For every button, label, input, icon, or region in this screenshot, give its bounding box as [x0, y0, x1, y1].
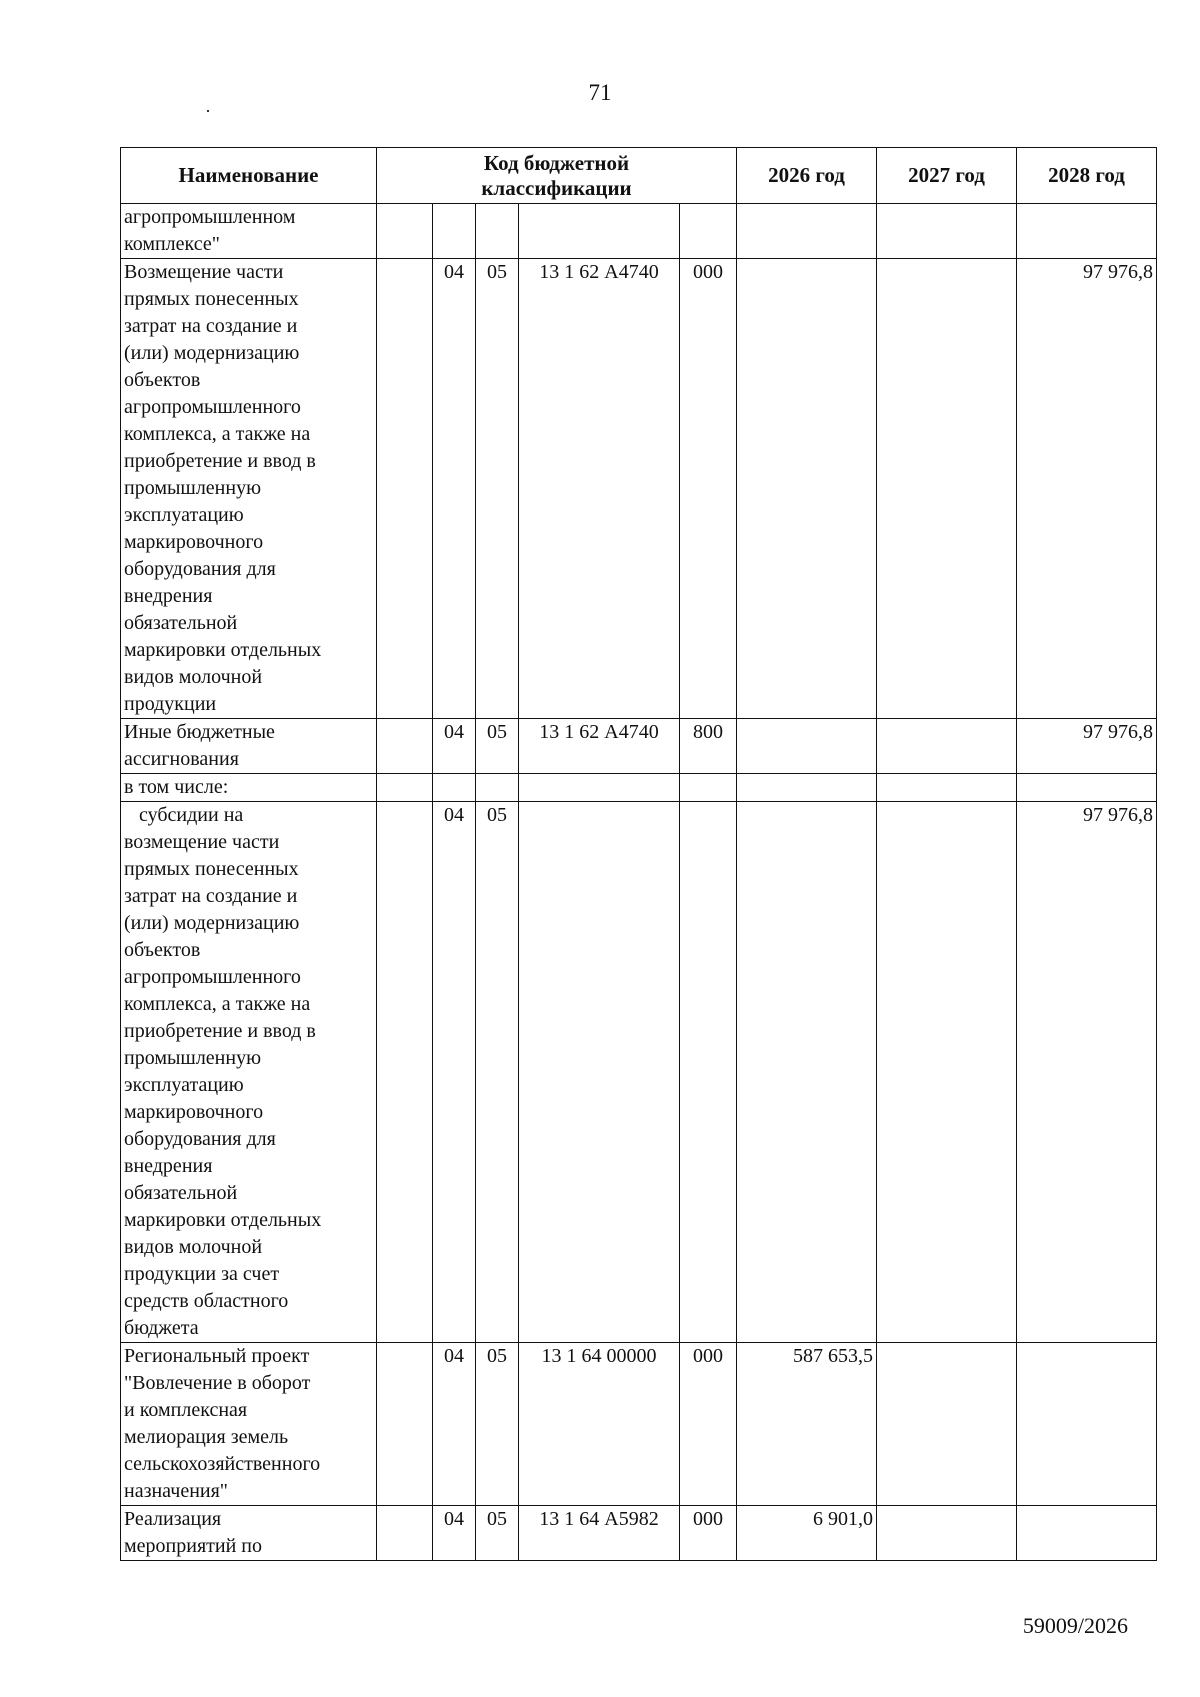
table-row: [121, 774, 1157, 802]
row-value-2028: [1017, 204, 1157, 259]
row-code-section: 04: [433, 802, 476, 1343]
row-code-section: [433, 204, 476, 259]
row-code-section: 04: [433, 259, 476, 719]
row-code-section: 04: [433, 719, 476, 774]
row-value-2028: [1017, 1343, 1157, 1506]
row-code-expense-type: [680, 774, 737, 802]
row-value-2027: [877, 802, 1017, 1343]
header-name: Наименование: [121, 148, 377, 204]
table-row: [121, 204, 1157, 259]
row-code-col1: [377, 1506, 433, 1561]
row-code-col1: [377, 719, 433, 774]
row-name: субсидии на возмещение части прямых понесенных затрат на создание и (или) модернизацию объектов агропромышленного комплекса, а также на приобретение и ввод в промышленную эксплуатацию маркировочного оборудования для внедрения обязательной маркировки отдельных видов молочной продукции за счет средств областного бюджета: [121, 802, 377, 1343]
row-code-col1: [377, 204, 433, 259]
row-value-2027: [877, 774, 1017, 802]
row-code-target: 13 1 62 А4740: [519, 719, 680, 774]
row-value-2028: 97 976,8: [1017, 259, 1157, 719]
budget-table: [120, 147, 1157, 1561]
row-value-2026: [737, 259, 877, 719]
row-value-2026: 587 653,5: [737, 1343, 877, 1506]
row-name: агропромышленном комплексе": [121, 204, 377, 259]
row-code-section: 04: [433, 1506, 476, 1561]
row-value-2027: [877, 259, 1017, 719]
table-header-row: [121, 148, 1157, 204]
row-code-subsection: [476, 204, 519, 259]
page-number: 71: [588, 80, 612, 105]
row-value-2027: [877, 1506, 1017, 1561]
row-name: Иные бюджетные ассигнования: [121, 719, 377, 774]
scan-speck: [207, 110, 209, 112]
header-2026: 2026 год: [737, 148, 877, 204]
row-code-target: 13 1 62 А4740: [519, 259, 680, 719]
row-name: Региональный проект "Вовлечение в оборот и комплексная мелиорация земель сельскохозяйственного назначения": [121, 1343, 377, 1506]
row-code-section: [433, 774, 476, 802]
row-code-expense-type: 800: [680, 719, 737, 774]
row-code-target: [519, 802, 680, 1343]
table-row: [121, 1506, 1157, 1561]
row-code-expense-type: 000: [680, 1506, 737, 1561]
row-code-target: 13 1 64 00000: [519, 1343, 680, 1506]
row-value-2026: [737, 802, 877, 1343]
row-value-2027: [877, 204, 1017, 259]
table-row: [121, 802, 1157, 1343]
header-2028: 2028 год: [1017, 148, 1157, 204]
row-code-expense-type: 000: [680, 1343, 737, 1506]
row-code-target: [519, 774, 680, 802]
row-value-2026: [737, 719, 877, 774]
row-value-2028: 97 976,8: [1017, 719, 1157, 774]
table-row: [121, 1343, 1157, 1506]
row-code-col1: [377, 774, 433, 802]
row-code-subsection: 05: [476, 259, 519, 719]
row-code-subsection: 05: [476, 1343, 519, 1506]
row-value-2026: [737, 204, 877, 259]
row-value-2028: [1017, 1506, 1157, 1561]
row-code-col1: [377, 802, 433, 1343]
table-row: [121, 719, 1157, 774]
row-code-col1: [377, 1343, 433, 1506]
row-code-expense-type: [680, 802, 737, 1343]
row-code-col1: [377, 259, 433, 719]
row-value-2027: [877, 719, 1017, 774]
header-code: Код бюджетной классификации: [377, 148, 737, 204]
row-code-subsection: [476, 774, 519, 802]
table-row: [121, 259, 1157, 719]
row-code-subsection: 05: [476, 1506, 519, 1561]
row-value-2026: [737, 774, 877, 802]
row-code-subsection: 05: [476, 802, 519, 1343]
row-value-2028: [1017, 774, 1157, 802]
row-code-target: [519, 204, 680, 259]
document-id: 59009/2026: [1022, 1613, 1128, 1638]
row-code-subsection: 05: [476, 719, 519, 774]
row-value-2028: 97 976,8: [1017, 802, 1157, 1343]
row-value-2026: 6 901,0: [737, 1506, 877, 1561]
row-name: Возмещение части прямых понесенных затрат на создание и (или) модернизацию объектов агропромышленного комплекса, а также на приобретение и ввод в промышленную эксплуатацию маркировочного оборудования для внедрения обязательной маркировки отдельных видов молочной продукции: [121, 259, 377, 719]
row-code-expense-type: 000: [680, 259, 737, 719]
row-name: Реализация мероприятий по: [121, 1506, 377, 1561]
row-code-section: 04: [433, 1343, 476, 1506]
row-name: в том числе:: [121, 774, 377, 802]
row-code-target: 13 1 64 А5982: [519, 1506, 680, 1561]
row-value-2027: [877, 1343, 1017, 1506]
header-2027: 2027 год: [877, 148, 1017, 204]
row-code-expense-type: [680, 204, 737, 259]
